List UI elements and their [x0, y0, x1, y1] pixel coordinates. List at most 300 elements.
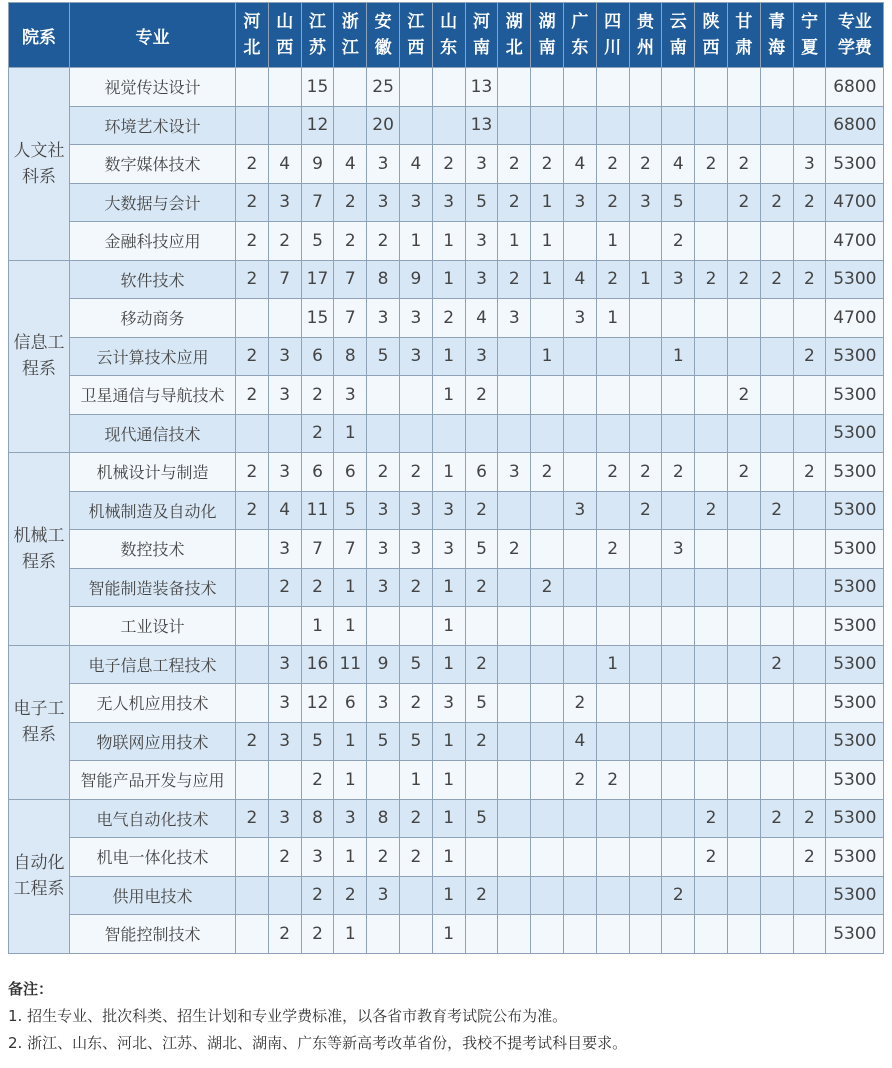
quota-cell [695, 607, 728, 646]
quota-cell: 3 [465, 145, 498, 184]
quota-cell [563, 568, 596, 607]
header-province-label: 四川 [604, 12, 622, 58]
table-row [9, 645, 884, 684]
quota-cell [760, 414, 793, 453]
header-dept: 院系 [9, 3, 70, 68]
quota-cell [432, 106, 465, 145]
header-province-label: 云南 [669, 12, 687, 58]
quota-cell: 3 [367, 530, 400, 569]
fee-cell: 5300 [826, 722, 884, 761]
quota-cell: 9 [367, 645, 400, 684]
quota-cell: 2 [596, 453, 629, 492]
quota-cell: 2 [399, 684, 432, 723]
quota-cell: 12 [301, 684, 334, 723]
quota-cell [531, 607, 564, 646]
department-name: 信息工程系 [13, 333, 65, 380]
quota-cell [629, 337, 662, 376]
header-province-label: 甘肃 [735, 12, 753, 58]
quota-cell [662, 645, 695, 684]
quota-cell [432, 414, 465, 453]
header-province-label: 江西 [407, 12, 425, 58]
quota-cell [793, 876, 826, 915]
quota-cell: 3 [465, 337, 498, 376]
quota-cell: 3 [465, 222, 498, 261]
department-name: 电子工程系 [13, 699, 65, 745]
quota-cell [727, 414, 760, 453]
quota-cell [662, 299, 695, 338]
quota-cell [629, 376, 662, 415]
header-province-label: 山东 [440, 12, 458, 58]
department-cell [9, 453, 70, 646]
quota-cell [596, 915, 629, 954]
quota-cell [268, 414, 301, 453]
quota-cell: 1 [432, 337, 465, 376]
quota-cell [531, 106, 564, 145]
quota-cell [596, 376, 629, 415]
quota-cell: 1 [432, 761, 465, 800]
quota-cell: 4 [662, 145, 695, 184]
table-row [9, 414, 884, 453]
quota-cell [760, 453, 793, 492]
quota-cell [498, 761, 531, 800]
major-name: 卫星通信与导航技术 [70, 376, 236, 415]
table-row [9, 530, 884, 569]
quota-cell: 3 [268, 645, 301, 684]
quota-cell: 5 [465, 799, 498, 838]
header-province [662, 3, 695, 68]
quota-cell [793, 414, 826, 453]
quota-cell: 2 [236, 145, 269, 184]
fee-cell: 5300 [826, 568, 884, 607]
quota-cell: 3 [268, 684, 301, 723]
fee-cell: 5300 [826, 607, 884, 646]
quota-cell: 2 [662, 222, 695, 261]
header-province [465, 3, 498, 68]
quota-cell [695, 761, 728, 800]
quota-cell [629, 645, 662, 684]
quota-cell: 2 [760, 260, 793, 299]
quota-cell: 1 [432, 799, 465, 838]
quota-cell: 2 [301, 414, 334, 453]
quota-cell [793, 299, 826, 338]
quota-cell: 2 [465, 876, 498, 915]
quota-cell: 3 [563, 183, 596, 222]
department-name: 人文社科系 [13, 140, 65, 187]
major-name: 智能制造装备技术 [70, 568, 236, 607]
quota-cell [629, 799, 662, 838]
quota-cell [662, 106, 695, 145]
quota-cell: 2 [760, 645, 793, 684]
quota-cell: 2 [301, 568, 334, 607]
quota-cell [531, 722, 564, 761]
quota-cell: 1 [432, 607, 465, 646]
quota-cell [727, 337, 760, 376]
quota-cell: 8 [367, 260, 400, 299]
quota-cell: 3 [465, 260, 498, 299]
quota-cell [236, 915, 269, 954]
quota-cell [760, 838, 793, 877]
quota-cell [465, 607, 498, 646]
quota-cell [367, 414, 400, 453]
quota-cell [498, 337, 531, 376]
fee-cell: 4700 [826, 183, 884, 222]
quota-cell: 2 [727, 183, 760, 222]
quota-cell: 2 [498, 260, 531, 299]
quota-cell: 2 [334, 183, 367, 222]
quota-cell [563, 607, 596, 646]
quota-cell [662, 607, 695, 646]
quota-cell: 2 [793, 799, 826, 838]
quota-cell [695, 722, 728, 761]
quota-cell [596, 491, 629, 530]
quota-cell: 2 [695, 491, 728, 530]
quota-cell: 4 [563, 260, 596, 299]
quota-cell: 2 [793, 337, 826, 376]
quota-cell [695, 876, 728, 915]
quota-cell [727, 722, 760, 761]
quota-cell: 3 [498, 299, 531, 338]
quota-cell: 15 [301, 299, 334, 338]
quota-cell: 1 [531, 183, 564, 222]
quota-cell: 1 [399, 222, 432, 261]
quota-cell [727, 838, 760, 877]
quota-cell [236, 645, 269, 684]
quota-cell [662, 414, 695, 453]
quota-cell [760, 337, 793, 376]
quota-cell [236, 299, 269, 338]
quota-cell: 3 [268, 799, 301, 838]
quota-cell [596, 68, 629, 107]
major-name: 智能控制技术 [70, 915, 236, 954]
fee-cell: 5300 [826, 337, 884, 376]
quota-cell [531, 645, 564, 684]
table-row [9, 299, 884, 338]
major-name: 数控技术 [70, 530, 236, 569]
quota-cell [695, 299, 728, 338]
major-name: 电气自动化技术 [70, 799, 236, 838]
header-province-label: 广东 [571, 12, 589, 58]
quota-cell: 1 [432, 645, 465, 684]
quota-cell [760, 915, 793, 954]
major-name: 物联网应用技术 [70, 722, 236, 761]
quota-cell: 4 [563, 722, 596, 761]
quota-cell: 3 [367, 491, 400, 530]
quota-cell: 2 [662, 876, 695, 915]
quota-cell: 6 [301, 337, 334, 376]
major-name: 智能产品开发与应用 [70, 761, 236, 800]
quota-cell [662, 684, 695, 723]
quota-cell: 3 [399, 337, 432, 376]
quota-cell: 3 [563, 491, 596, 530]
quota-cell [236, 838, 269, 877]
major-name: 机电一体化技术 [70, 838, 236, 877]
quota-cell [465, 414, 498, 453]
quota-cell: 2 [301, 376, 334, 415]
quota-cell: 2 [498, 145, 531, 184]
header-province-label: 湖北 [505, 12, 523, 58]
header-province [236, 3, 269, 68]
quota-cell [596, 414, 629, 453]
quota-cell [498, 376, 531, 415]
quota-cell [662, 491, 695, 530]
quota-cell [563, 222, 596, 261]
quota-cell: 2 [301, 915, 334, 954]
major-name: 软件技术 [70, 260, 236, 299]
quota-cell: 2 [399, 838, 432, 877]
quota-cell: 1 [432, 222, 465, 261]
quota-cell: 5 [399, 722, 432, 761]
quota-cell: 2 [596, 183, 629, 222]
quota-cell [695, 568, 728, 607]
fee-cell: 5300 [826, 260, 884, 299]
quota-cell [760, 106, 793, 145]
quota-cell: 8 [367, 799, 400, 838]
quota-cell: 2 [498, 183, 531, 222]
table-row [9, 607, 884, 646]
quota-cell [268, 761, 301, 800]
quota-cell [268, 876, 301, 915]
quota-cell [531, 376, 564, 415]
quota-cell: 3 [367, 183, 400, 222]
quota-cell [596, 722, 629, 761]
fee-cell: 5300 [826, 530, 884, 569]
quota-cell: 3 [268, 376, 301, 415]
quota-cell: 2 [399, 568, 432, 607]
quota-cell: 3 [367, 299, 400, 338]
quota-cell: 4 [268, 491, 301, 530]
header-province [563, 3, 596, 68]
quota-cell [563, 876, 596, 915]
quota-cell: 1 [334, 722, 367, 761]
enrollment-plan-table [8, 2, 884, 954]
quota-cell: 3 [268, 530, 301, 569]
quota-cell: 1 [531, 260, 564, 299]
header-province-label: 宁夏 [800, 12, 818, 58]
quota-cell: 2 [301, 761, 334, 800]
header-fee [826, 3, 884, 68]
quota-cell [498, 915, 531, 954]
quota-cell: 2 [662, 453, 695, 492]
quota-cell [596, 838, 629, 877]
quota-cell: 1 [662, 337, 695, 376]
header-province-label: 青海 [768, 12, 786, 58]
quota-cell [727, 530, 760, 569]
table-row [9, 722, 884, 761]
quota-cell [760, 722, 793, 761]
header-province [301, 3, 334, 68]
header-province-label: 浙江 [341, 12, 359, 58]
quota-cell: 3 [432, 684, 465, 723]
quota-cell [629, 607, 662, 646]
quota-cell: 6 [334, 684, 367, 723]
header-province-label: 河南 [472, 12, 490, 58]
quota-cell: 13 [465, 106, 498, 145]
notes-title: 备注： [8, 980, 54, 998]
quota-cell: 11 [301, 491, 334, 530]
header-fee-label: 专业学费 [837, 12, 872, 58]
quota-cell: 3 [268, 183, 301, 222]
header-major: 专业 [70, 3, 236, 68]
quota-cell [629, 722, 662, 761]
quota-cell [563, 530, 596, 569]
quota-cell [662, 376, 695, 415]
table-row [9, 222, 884, 261]
quota-cell: 2 [629, 453, 662, 492]
fee-cell: 5300 [826, 376, 884, 415]
quota-cell [695, 183, 728, 222]
quota-cell [367, 607, 400, 646]
quota-cell [563, 68, 596, 107]
quota-cell [629, 299, 662, 338]
quota-cell: 1 [432, 722, 465, 761]
quota-cell: 2 [268, 568, 301, 607]
quota-cell: 4 [334, 145, 367, 184]
quota-cell: 2 [367, 453, 400, 492]
quota-cell: 3 [563, 299, 596, 338]
quota-cell: 3 [301, 838, 334, 877]
quota-cell: 3 [367, 684, 400, 723]
major-name: 无人机应用技术 [70, 684, 236, 723]
quota-cell: 2 [727, 376, 760, 415]
quota-cell [629, 414, 662, 453]
quota-cell [760, 145, 793, 184]
quota-cell: 2 [236, 453, 269, 492]
quota-cell [498, 722, 531, 761]
quota-cell: 2 [334, 222, 367, 261]
major-name: 环境艺术设计 [70, 106, 236, 145]
quota-cell: 3 [268, 453, 301, 492]
quota-cell [727, 106, 760, 145]
quota-cell [727, 607, 760, 646]
header-province [399, 3, 432, 68]
quota-cell: 12 [301, 106, 334, 145]
major-name: 云计算技术应用 [70, 337, 236, 376]
quota-cell [236, 607, 269, 646]
table-row [9, 106, 884, 145]
quota-cell: 17 [301, 260, 334, 299]
quota-cell [563, 453, 596, 492]
quota-cell [498, 106, 531, 145]
quota-cell: 6 [334, 453, 367, 492]
quota-cell [727, 68, 760, 107]
quota-cell [760, 530, 793, 569]
quota-cell [236, 106, 269, 145]
quota-cell [727, 915, 760, 954]
quota-cell [662, 915, 695, 954]
quota-cell [662, 799, 695, 838]
quota-cell [531, 414, 564, 453]
major-name: 移动商务 [70, 299, 236, 338]
quota-cell [531, 530, 564, 569]
table-row [9, 876, 884, 915]
quota-cell [695, 106, 728, 145]
table-row [9, 453, 884, 492]
quota-cell: 5 [301, 722, 334, 761]
quota-cell: 2 [596, 145, 629, 184]
quota-cell [465, 761, 498, 800]
major-name: 视觉传达设计 [70, 68, 236, 107]
quota-cell [498, 838, 531, 877]
quota-cell [695, 222, 728, 261]
quota-cell [563, 106, 596, 145]
quota-cell [629, 568, 662, 607]
quota-cell [760, 876, 793, 915]
quota-cell: 2 [793, 183, 826, 222]
quota-cell: 1 [531, 222, 564, 261]
quota-cell [793, 222, 826, 261]
quota-cell [531, 915, 564, 954]
quota-cell: 8 [301, 799, 334, 838]
quota-cell [760, 684, 793, 723]
quota-cell: 2 [727, 260, 760, 299]
quota-cell: 1 [399, 761, 432, 800]
quota-cell: 2 [695, 799, 728, 838]
header-province-label: 山西 [276, 12, 294, 58]
table-row [9, 838, 884, 877]
fee-cell: 4700 [826, 222, 884, 261]
table-row [9, 260, 884, 299]
quota-cell: 4 [563, 145, 596, 184]
quota-cell: 2 [301, 876, 334, 915]
quota-cell [695, 915, 728, 954]
quota-cell [695, 68, 728, 107]
quota-cell: 1 [301, 607, 334, 646]
quota-cell: 7 [301, 183, 334, 222]
quota-cell: 1 [334, 568, 367, 607]
quota-cell: 2 [531, 453, 564, 492]
quota-cell: 3 [367, 876, 400, 915]
quota-cell [695, 645, 728, 684]
fee-cell: 5300 [826, 838, 884, 877]
department-cell [9, 799, 70, 953]
quota-cell: 3 [399, 299, 432, 338]
quota-cell [793, 568, 826, 607]
quota-cell: 2 [268, 915, 301, 954]
quota-cell [498, 645, 531, 684]
quota-cell: 2 [596, 530, 629, 569]
quota-cell [629, 876, 662, 915]
table-row [9, 568, 884, 607]
quota-cell: 2 [793, 453, 826, 492]
quota-cell: 2 [399, 799, 432, 838]
quota-cell: 2 [531, 568, 564, 607]
major-name: 机械制造及自动化 [70, 491, 236, 530]
table-row [9, 337, 884, 376]
header-province-label: 安徽 [374, 12, 392, 58]
quota-cell [334, 68, 367, 107]
quota-cell: 2 [432, 145, 465, 184]
quota-cell [367, 761, 400, 800]
major-name: 现代通信技术 [70, 414, 236, 453]
quota-cell: 7 [268, 260, 301, 299]
table-header-row [9, 3, 884, 68]
quota-cell [596, 607, 629, 646]
quota-cell [695, 453, 728, 492]
quota-cell [793, 761, 826, 800]
major-name: 工业设计 [70, 607, 236, 646]
quota-cell: 2 [695, 260, 728, 299]
quota-cell: 3 [268, 722, 301, 761]
quota-cell: 9 [301, 145, 334, 184]
quota-cell: 2 [236, 722, 269, 761]
quota-cell: 2 [268, 838, 301, 877]
major-name: 电子信息工程技术 [70, 645, 236, 684]
table-row [9, 799, 884, 838]
header-province [334, 3, 367, 68]
quota-cell: 3 [432, 183, 465, 222]
quota-cell: 1 [596, 645, 629, 684]
quota-cell [727, 799, 760, 838]
